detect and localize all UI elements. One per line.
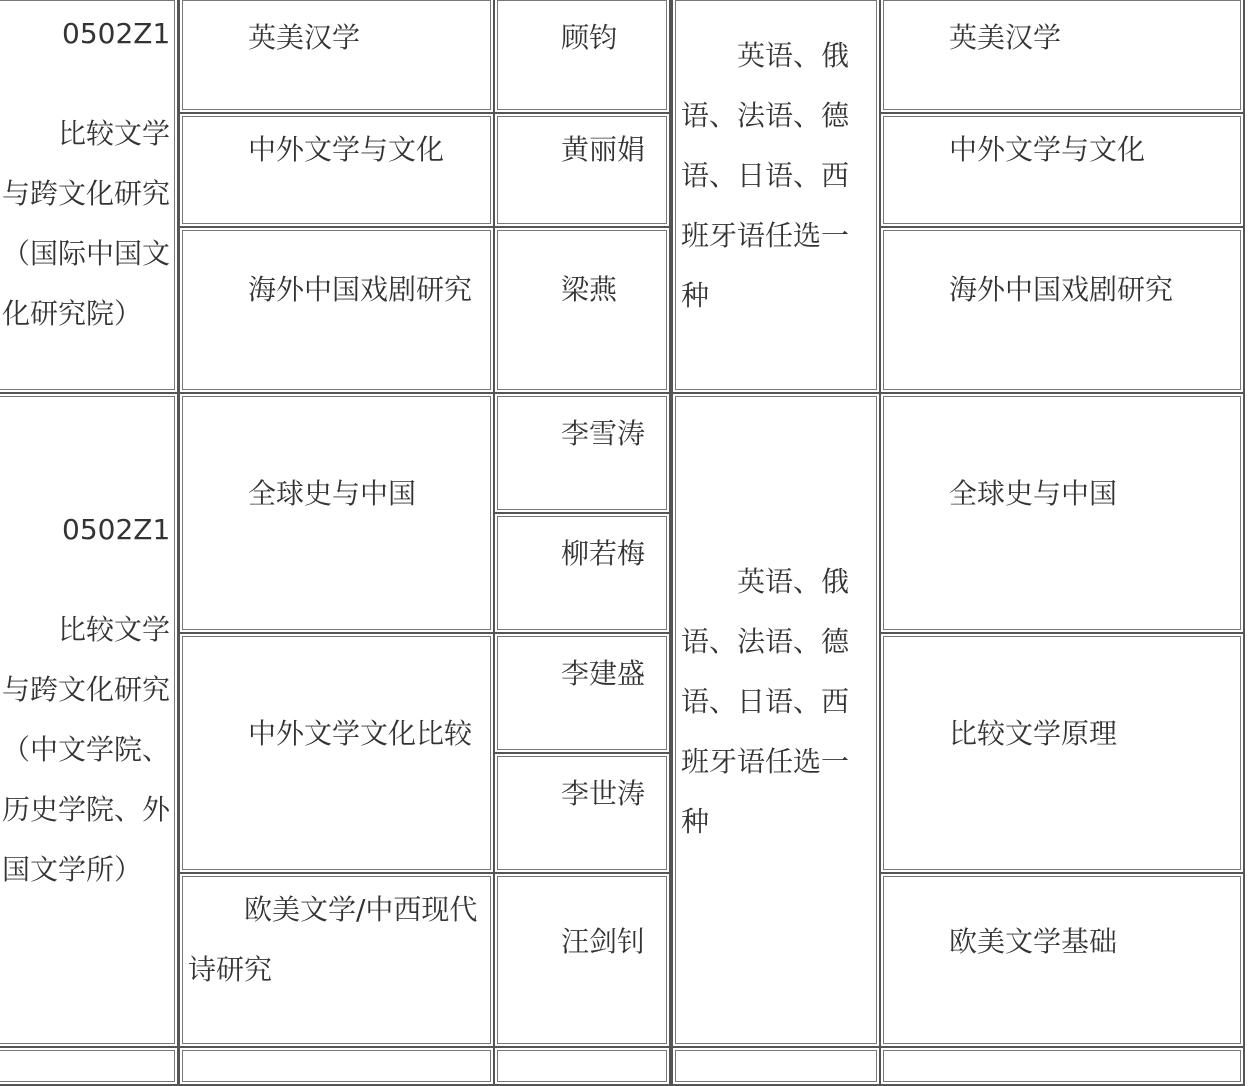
tutor-1-2: 黄丽娟 — [561, 133, 646, 166]
next-row-cell-1 — [0, 1046, 179, 1086]
direction-2-3: 欧美文学/中西现代诗研究 — [188, 893, 478, 986]
language-1: 英语、俄语、法语、德语、日语、西班牙语任选一种 — [681, 39, 850, 312]
direction-cell-2-1 — [178, 392, 495, 634]
tutor-2-3: 李建盛 — [561, 657, 646, 690]
major-desc-2: 比较文学与跨文化研究（中文学院、历史学院、外国文学所） — [2, 613, 171, 886]
direction-2-1: 全球史与中国 — [248, 477, 417, 510]
tutor-2-4: 李世涛 — [561, 777, 646, 810]
major-code-1: 0502Z1 — [62, 17, 171, 50]
direction-1-3: 海外中国戏剧研究 — [248, 273, 473, 306]
course-1-1: 英美汉学 — [949, 21, 1062, 54]
direction-cell-2-3 — [178, 872, 495, 1048]
major-cell-2 — [0, 392, 179, 1048]
language-2: 英语、俄语、法语、德语、日语、西班牙语任选一种 — [681, 565, 850, 838]
course-cell-1-3 — [879, 226, 1245, 394]
direction-cell-1-1 — [178, 0, 495, 114]
tutor-2-2: 柳若梅 — [561, 537, 646, 570]
course-cell-1-1 — [879, 0, 1245, 114]
major-cell-1 — [0, 0, 179, 394]
tutor-2-1: 李雪涛 — [561, 417, 646, 450]
tutor-1-1: 顾钧 — [561, 21, 618, 54]
course-2-3: 欧美文学基础 — [949, 925, 1118, 958]
language-cell-1 — [671, 0, 881, 394]
tutor-cell-2-4 — [493, 752, 671, 874]
tutor-cell-1-1 — [493, 0, 671, 114]
major-desc-1: 比较文学与跨文化研究（国际中国文化研究院） — [2, 117, 171, 330]
course-cell-2-2 — [879, 632, 1245, 874]
course-2-1: 全球史与中国 — [949, 477, 1118, 510]
course-cell-2-3 — [879, 872, 1245, 1048]
tutor-2-5: 汪剑钊 — [561, 925, 646, 958]
next-row-cell-3 — [493, 1046, 671, 1086]
tutor-1-3: 梁燕 — [561, 273, 618, 306]
direction-1-2: 中外文学与文化 — [248, 133, 445, 166]
language-cell-2 — [671, 392, 881, 1048]
major-code-2: 0502Z1 — [62, 513, 171, 546]
direction-cell-1-3 — [178, 226, 495, 394]
tutor-cell-1-3 — [493, 226, 671, 394]
direction-cell-2-2 — [178, 632, 495, 874]
course-1-2: 中外文学与文化 — [949, 133, 1146, 166]
next-row-cell-2 — [178, 1046, 495, 1086]
course-cell-2-1 — [879, 392, 1245, 634]
direction-2-2: 中外文学文化比较 — [248, 717, 473, 750]
tutor-cell-2-2 — [493, 512, 671, 634]
tutor-cell-1-2 — [493, 112, 671, 228]
next-row-cell-4 — [671, 1046, 881, 1086]
course-2-2: 比较文学原理 — [949, 717, 1118, 750]
tutor-cell-2-3 — [493, 632, 671, 754]
course-cell-1-2 — [879, 112, 1245, 228]
course-1-3: 海外中国戏剧研究 — [949, 273, 1174, 306]
next-row-cell-5 — [879, 1046, 1245, 1086]
tutor-cell-2-1 — [493, 392, 671, 514]
direction-cell-1-2 — [178, 112, 495, 228]
direction-1-1: 英美汉学 — [248, 21, 361, 54]
tutor-cell-2-5 — [493, 872, 671, 1048]
